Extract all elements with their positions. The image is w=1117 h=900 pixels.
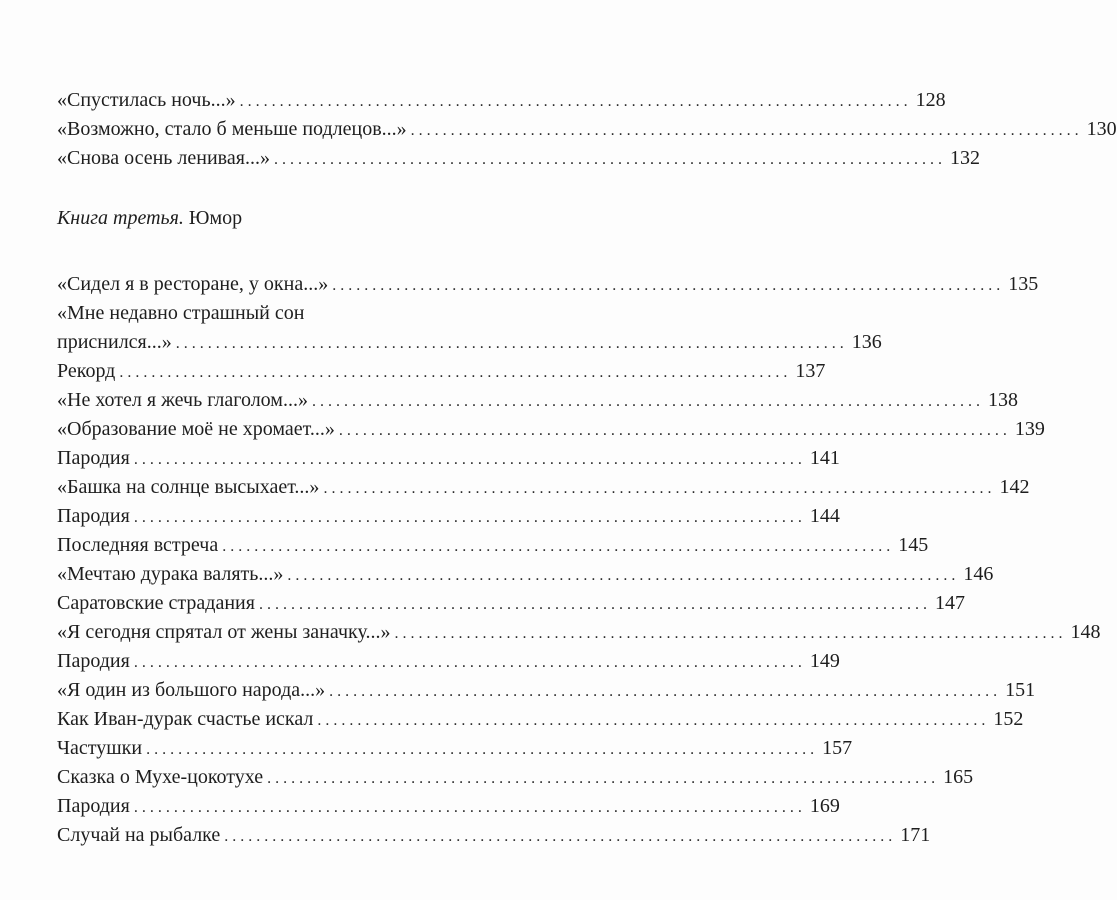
toc-entry-page: 151: [1005, 679, 1036, 701]
toc-entry-page: 157: [822, 737, 853, 759]
toc-entry-page: 142: [999, 476, 1030, 498]
toc-entry-title: «Сидел я в ресторане, у окна...»: [57, 273, 329, 295]
toc-entry: [57, 821, 931, 850]
dot-leader: ....................................................................................: [323, 480, 996, 497]
toc-entry: [57, 676, 1036, 705]
dot-leader: ....................................................................................: [224, 828, 897, 845]
section-name: Юмор: [188, 207, 243, 229]
toc-entry: [57, 386, 1018, 415]
toc-entry: [57, 705, 1024, 734]
toc-entry-title: Пародия: [57, 447, 130, 469]
toc-entry-page: 130: [1086, 118, 1117, 140]
toc-entry-first-line: [57, 299, 520, 328]
toc-entry-title: «Снова осень ленивая...»: [57, 147, 270, 169]
toc-entry-title: Пародия: [57, 795, 130, 817]
toc-entry-page: 138: [987, 389, 1018, 411]
toc-entry: [57, 144, 980, 173]
dot-leader: ....................................................................................: [410, 122, 1083, 139]
toc-entry: [57, 270, 1039, 299]
toc-entry-page: 149: [809, 650, 840, 672]
dot-leader: ....................................................................................: [133, 451, 806, 468]
toc-entry-page: 152: [993, 708, 1024, 730]
toc-entry-title: «Спустилась ночь...»: [57, 89, 236, 111]
toc-entry-title: Рекорд: [57, 360, 116, 382]
toc-entry-page: 141: [809, 447, 840, 469]
toc-entry-page: 171: [900, 824, 931, 846]
toc-entry: [57, 86, 946, 115]
dot-leader: ....................................................................................: [222, 538, 895, 555]
dot-leader: ....................................................................................: [258, 596, 931, 613]
dot-leader: ....................................................................................: [175, 335, 848, 352]
dot-leader: ....................................................................................: [329, 683, 1002, 700]
toc-entry-page: 146: [963, 563, 994, 585]
dot-leader: ....................................................................................: [311, 393, 984, 410]
toc-entry-title: Последняя встреча: [57, 534, 219, 556]
toc-entry-page: 145: [898, 534, 929, 556]
toc-entry-page: 139: [1014, 418, 1045, 440]
toc-entry-page: 165: [943, 766, 974, 788]
toc-entry-title: Частушки: [57, 737, 143, 759]
toc-entry-page: 132: [949, 147, 980, 169]
toc-entry-title: приснился...»: [57, 331, 172, 353]
toc-entry-title: «Башка на солнце высыхает...»: [57, 476, 320, 498]
dot-leader: ....................................................................................: [287, 567, 960, 584]
toc-entry-title: «Образование моё не хромает...»: [57, 418, 335, 440]
toc-entry-title: «Мечтаю дурака валять...»: [57, 563, 284, 585]
toc-entry: [57, 618, 1101, 647]
toc-entry: [57, 473, 1030, 502]
toc-entries: [57, 357, 1101, 850]
toc-entry: [57, 357, 826, 386]
dot-leader: ....................................................................................: [133, 509, 806, 526]
toc-top-list: [57, 86, 1117, 173]
dot-leader: ....................................................................................: [317, 712, 990, 729]
section-heading: [57, 204, 242, 233]
toc-entry-page: 148: [1070, 621, 1101, 643]
dot-leader: ....................................................................................: [133, 654, 806, 671]
dot-leader: ....................................................................................: [267, 770, 940, 787]
toc-entry-title: Сказка о Мухе-цокотухе: [57, 766, 264, 788]
toc-entry: [57, 444, 840, 473]
toc-entry: [57, 531, 929, 560]
dot-leader: ....................................................................................: [133, 799, 806, 816]
dot-leader: ....................................................................................: [119, 364, 792, 381]
toc-entry: [57, 734, 853, 763]
toc-entry: [57, 560, 994, 589]
dot-leader: ....................................................................................: [273, 151, 946, 168]
toc-entry-title: Как Иван-дурак счастье искал: [57, 708, 314, 730]
dot-leader: ....................................................................................: [239, 93, 912, 110]
toc-entry-title: «Я один из большого народа...»: [57, 679, 326, 701]
toc-entry-page: 137: [795, 360, 826, 382]
toc-entry-title: «Мне недавно страшный сон: [57, 302, 305, 324]
toc-entry: [57, 647, 840, 676]
toc-entry: [57, 115, 1117, 144]
book-label: Книга третья.: [57, 207, 184, 229]
toc-entry: [57, 502, 840, 531]
toc-entry: [57, 763, 974, 792]
dot-leader: ....................................................................................: [394, 625, 1067, 642]
toc-entry-title: Саратовские страдания: [57, 592, 255, 614]
toc-entry-title: Пародия: [57, 505, 130, 527]
toc-entry: [57, 792, 840, 821]
dot-leader: ....................................................................................: [332, 277, 1005, 294]
dot-leader: ....................................................................................: [146, 741, 819, 758]
toc-entry: [57, 415, 1045, 444]
toc-entry-page: 144: [809, 505, 840, 527]
toc-entry-page: 147: [934, 592, 965, 614]
toc-entry-title: «Я сегодня спрятал от жены заначку...»: [57, 621, 391, 643]
dot-leader: ....................................................................................: [338, 422, 1011, 439]
toc-entry-title: Случай на рыбалке: [57, 824, 221, 846]
toc-entry: [57, 589, 965, 618]
toc-entry-page: 169: [809, 795, 840, 817]
toc-entry-title: «Не хотел я жечь глаголом...»: [57, 389, 308, 411]
toc-entry-page: 136: [851, 331, 882, 353]
toc-entry-page: 128: [915, 89, 946, 111]
toc-entry: [57, 328, 882, 357]
toc-bottom-list: [57, 270, 1101, 850]
toc-entry-title: «Возможно, стало б меньше подлецов...»: [57, 118, 407, 140]
toc-entry-title: Пародия: [57, 650, 130, 672]
toc-entry-page: 135: [1008, 273, 1039, 295]
